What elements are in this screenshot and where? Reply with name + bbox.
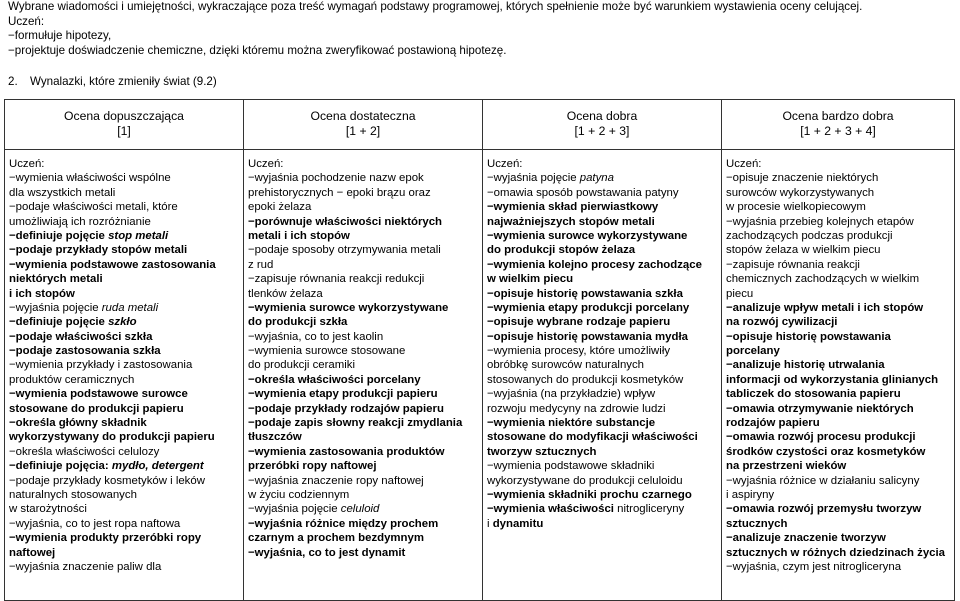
requirements-list	[726, 158, 950, 575]
requirement-line	[248, 259, 478, 273]
intro-line: −projektuje doświadczenie chemiczne, dzięki któremu można zweryfikować postawioną hipotezę.	[8, 43, 507, 57]
requirement-line	[726, 172, 950, 186]
requirement-line	[248, 302, 478, 316]
text-run: metali i ich stopów	[248, 229, 350, 242]
text-run: −wymienia surowce wykorzystywane	[487, 229, 688, 242]
text-run: tlenków żelaza	[248, 287, 323, 300]
requirement-line	[726, 201, 950, 215]
text-run: −wymienia surowce stosowane	[248, 345, 406, 358]
text-run: stosowane do produkcji papieru	[9, 402, 184, 415]
requirement-line	[248, 172, 478, 186]
requirement-line	[487, 374, 717, 388]
text-run: −porównuje właściwości niektórych	[248, 215, 443, 228]
text-run: −opisuje wybrane rodzaje papieru	[487, 316, 671, 329]
requirement-line	[248, 431, 478, 445]
requirement-line	[9, 230, 239, 244]
text-run: chemicznych zachodzących w wielkim	[726, 273, 920, 286]
text-run: celuloid	[340, 503, 380, 516]
requirement-line	[487, 403, 717, 417]
requirement-line	[9, 158, 239, 172]
requirement-line	[487, 230, 717, 244]
requirement-line	[726, 316, 950, 330]
text-run: −wyjaśnia, co to jest dynamit	[248, 546, 406, 559]
requirement-line	[9, 460, 239, 474]
text-run: w wielkim piecu	[487, 273, 574, 286]
text-run: −analizuje znaczenie tworzyw	[726, 532, 886, 545]
text-run: najważniejszych stopów metali	[487, 215, 655, 228]
text-run: stopów żelaza w wielkim piecu	[726, 244, 881, 257]
text-run: −wymienia	[487, 503, 549, 516]
text-run: −omawia rozwój procesu produkcji	[726, 431, 916, 444]
requirement-line	[726, 244, 950, 258]
text-run: właściwości	[548, 503, 618, 516]
requirement-line	[9, 403, 239, 417]
requirement-line	[248, 518, 478, 532]
column-title: Ocena bardzo dobra	[782, 109, 894, 123]
text-run: rodzajów papieru	[726, 417, 820, 430]
text-run: −wyjaśnia pochodzenie nazw epok	[248, 172, 424, 185]
text-run: w procesie wielkopiecowym	[726, 201, 866, 214]
text-run: sztucznych	[726, 517, 788, 530]
requirement-line	[487, 331, 717, 345]
requirement-line	[487, 259, 717, 273]
text-run: −omawia otrzymywanie niektórych	[726, 402, 914, 415]
column-header	[483, 100, 722, 150]
text-run: i aspiryny	[726, 488, 775, 501]
requirement-line	[9, 503, 239, 517]
requirement-line	[248, 417, 478, 431]
requirement-line	[487, 187, 717, 201]
requirement-line	[248, 244, 478, 258]
requirement-line	[248, 331, 478, 345]
text-run: −definiuje pojęcia:	[9, 460, 112, 473]
text-run: na rozwój cywilizacji	[726, 316, 838, 329]
text-run: naturalnych stosowanych	[9, 488, 137, 501]
text-run: −podaje sposoby otrzymywania metali	[248, 244, 441, 257]
text-run: patyna	[579, 172, 614, 185]
requirement-line	[726, 288, 950, 302]
requirement-line	[9, 547, 239, 561]
text-run: sztucznych w różnych dziedzinach życia	[726, 546, 946, 559]
text-run: −wyjaśnia różnice między prochem	[248, 517, 439, 530]
text-run: −wyjaśnia pojęcie	[248, 503, 341, 516]
text-run: wykorzystywany do produkcji papieru	[9, 431, 215, 444]
text-run: −określa główny składnik	[9, 417, 147, 430]
requirement-line	[248, 359, 478, 373]
requirement-line	[487, 216, 717, 230]
requirement-line	[248, 532, 478, 546]
text-run: tabliczek do stosowania papieru	[726, 388, 901, 401]
text-run: −wymienia procesy, które umożliwiły	[487, 345, 671, 358]
intro-line: Uczeń:	[8, 14, 45, 28]
text-run: tworzyw sztucznych	[487, 445, 597, 458]
requirement-line	[248, 230, 478, 244]
requirement-line	[9, 417, 239, 431]
requirement-line	[9, 244, 239, 258]
text-run: zachodzących podczas produkcji	[726, 229, 893, 242]
text-run: mydło, detergent	[111, 460, 204, 473]
text-run: stosowanych do produkcji kosmetyków	[487, 373, 684, 386]
column-range: [1 + 2 + 3 + 4]	[800, 124, 876, 139]
text-run: nitrogliceryny	[617, 503, 685, 516]
requirement-line	[726, 302, 950, 316]
requirement-line	[9, 374, 239, 388]
requirement-line	[487, 288, 717, 302]
text-run: −wymienia składniki prochu czarnego	[487, 488, 692, 501]
text-run: −wyjaśnia, czym jest nitrogliceryna	[726, 560, 902, 573]
requirement-line	[248, 187, 478, 201]
section-number: 2.	[8, 75, 18, 88]
requirement-line	[9, 331, 239, 345]
requirement-line	[487, 302, 717, 316]
text-run: czarnym a prochem bezdymnym	[248, 532, 424, 545]
text-run: −wyjaśnia znaczenie paliw dla	[9, 560, 162, 573]
requirement-line	[9, 388, 239, 402]
requirement-line	[248, 273, 478, 287]
requirement-line	[726, 345, 950, 359]
requirement-line	[9, 273, 239, 287]
text-run: Uczeń:	[9, 158, 45, 170]
text-run: Uczeń:	[487, 158, 523, 170]
text-run: −wymienia zastosowania produktów	[248, 445, 445, 458]
text-run: −zapisuje równania reakcji redukcji	[248, 273, 425, 286]
text-run: środków czystości oraz kosmetyków	[726, 445, 926, 458]
requirement-line	[9, 359, 239, 373]
text-run: −wyjaśnia, co to jest kaolin	[248, 330, 384, 343]
text-run: prehistorycznych − epoki brązu oraz	[248, 186, 431, 199]
text-run: do produkcji szkła	[248, 316, 348, 329]
requirement-line	[487, 359, 717, 373]
text-run: porcelany	[726, 345, 780, 358]
text-run: surowców wykorzystywanych	[726, 186, 875, 199]
text-run: tłuszczów	[248, 431, 302, 444]
text-run: −zapisuje równania reakcji	[726, 258, 860, 271]
requirement-line	[726, 446, 950, 460]
text-run: −analizuje historię utrwalania	[726, 359, 885, 372]
requirement-line	[487, 388, 717, 402]
requirement-line	[248, 489, 478, 503]
grade-cell	[5, 150, 244, 601]
column-range: [1 + 2 + 3]	[574, 124, 630, 139]
text-run: −podaje zastosowania szkła	[9, 345, 161, 358]
text-run: −definiuje pojęcie	[9, 316, 109, 329]
requirement-line	[248, 547, 478, 561]
requirement-line	[726, 475, 950, 489]
text-run: −podaje właściwości szkła	[9, 330, 153, 343]
text-run: stosowane do modyfikacji właściwości	[487, 431, 698, 444]
requirement-line	[248, 374, 478, 388]
text-run: −wymienia właściwości wspólne	[9, 172, 171, 185]
requirement-line	[726, 503, 950, 517]
requirement-line	[726, 547, 950, 561]
text-run: w starożytności	[9, 503, 87, 516]
column-title: Ocena dobra	[566, 109, 638, 123]
text-run: przeróbki ropy naftowej	[248, 460, 377, 473]
requirement-line	[726, 417, 950, 431]
column-title: Ocena dopuszczająca	[64, 109, 184, 123]
text-run: −wymienia przykłady i zastosowania	[9, 359, 193, 372]
requirement-line	[726, 230, 950, 244]
text-run: −wyjaśnia pojęcie	[487, 172, 580, 185]
requirement-line	[726, 187, 950, 201]
requirement-line	[726, 259, 950, 273]
section-heading	[8, 75, 948, 89]
grade-cell	[244, 150, 483, 601]
requirement-line	[9, 561, 239, 575]
requirement-line	[248, 288, 478, 302]
text-run: −wymienia etapy produkcji porcelany	[487, 301, 690, 314]
section-title: Wynalazki, które zmieniły świat (9.2)	[30, 75, 217, 88]
requirement-line	[248, 158, 478, 172]
requirement-line	[9, 302, 239, 316]
text-run: na przestrzeni wieków	[726, 460, 847, 473]
grade-cell	[722, 150, 955, 601]
column-header	[5, 100, 244, 150]
text-run: −wymienia etapy produkcji papieru	[248, 388, 438, 401]
requirement-line	[487, 503, 717, 517]
requirement-line	[487, 431, 717, 445]
requirement-line	[487, 273, 717, 287]
intro-line: Wybrane wiadomości i umiejętności, wykraczające poza treść wymagań podstawy programowej, których spełnienie może być warunkiem wystawienia oceny celującej.	[8, 0, 863, 13]
intro-line: −formułuje hipotezy,	[8, 29, 112, 42]
requirement-line	[726, 216, 950, 230]
text-run: −definiuje pojęcie	[9, 229, 109, 242]
text-run: −wyjaśnia, co to jest ropa naftowa	[9, 517, 181, 530]
column-header	[722, 100, 955, 150]
text-run: Uczeń:	[248, 158, 284, 170]
requirement-line	[248, 316, 478, 330]
text-run: ruda metali	[101, 301, 159, 314]
text-run: −podaje zapis słowny reakcji zmydlania	[248, 417, 463, 430]
text-run: rozwoju medycyny na zdrowie ludzi	[487, 402, 666, 415]
text-run: −wymienia niektóre substancje	[487, 417, 656, 430]
requirement-line	[726, 489, 950, 503]
requirement-line	[487, 316, 717, 330]
text-run: w życiu codziennym	[248, 488, 350, 501]
requirement-line	[726, 158, 950, 172]
text-run: niektórych metali	[9, 273, 103, 286]
requirement-line	[248, 403, 478, 417]
text-run: wykorzystywane do produkcji celuloidu	[487, 474, 683, 487]
text-run: obróbkę surowców naturalnych	[487, 359, 645, 372]
text-run: −opisuje historię powstawania	[726, 330, 891, 343]
header-row	[5, 100, 955, 150]
requirement-line	[248, 460, 478, 474]
requirement-line	[726, 561, 950, 575]
text-run: −wymienia podstawowe składniki	[487, 460, 655, 473]
requirement-line	[487, 417, 717, 431]
requirement-line	[487, 475, 717, 489]
content-row	[5, 150, 955, 601]
requirement-line	[487, 244, 717, 258]
requirement-line	[487, 518, 717, 532]
text-run: epoki żelaza	[248, 201, 312, 214]
text-run: do produkcji stopów żelaza	[487, 244, 636, 257]
text-run: −określa właściwości celulozy	[9, 445, 160, 458]
requirement-line	[248, 216, 478, 230]
column-range: [1]	[117, 124, 131, 139]
requirement-line	[726, 403, 950, 417]
text-run: −wymienia skład pierwiastkowy	[487, 201, 659, 214]
requirement-line	[726, 273, 950, 287]
requirement-line	[9, 288, 239, 302]
text-run: −opisuje znaczenie niektórych	[726, 172, 879, 185]
requirement-line	[9, 431, 239, 445]
text-run: i	[487, 517, 493, 530]
requirement-line	[9, 216, 239, 230]
text-run: −wymienia podstawowe surowce	[9, 388, 188, 401]
requirement-line	[9, 475, 239, 489]
requirement-line	[9, 446, 239, 460]
text-run: umożliwiają ich rozróżnianie	[9, 215, 151, 228]
text-run: −wymienia podstawowe zastosowania	[9, 258, 216, 271]
requirement-line	[248, 201, 478, 215]
column-header	[244, 100, 483, 150]
text-run: −wyjaśnia znaczenie ropy naftowej	[248, 474, 424, 487]
text-run: −wymienia produkty przeróbki ropy	[9, 532, 202, 545]
requirement-line	[248, 345, 478, 359]
requirement-line	[9, 201, 239, 215]
text-run: szkło	[108, 316, 137, 329]
text-run: naftowej	[9, 546, 56, 559]
text-run: z rud	[248, 258, 274, 271]
text-run: −omawia rozwój przemysłu tworzyw	[726, 503, 922, 516]
requirement-line	[487, 172, 717, 186]
requirement-line	[9, 489, 239, 503]
requirement-line	[9, 172, 239, 186]
requirement-line	[248, 388, 478, 402]
requirement-line	[726, 460, 950, 474]
text-run: −wyjaśnia różnice w działaniu salicyny	[726, 474, 920, 487]
text-run: i ich stopów	[9, 287, 75, 300]
requirement-line	[9, 259, 239, 273]
requirements-list	[248, 158, 478, 561]
requirement-line	[9, 345, 239, 359]
text-run: −określa właściwości porcelany	[248, 373, 421, 386]
requirement-line	[487, 158, 717, 172]
requirement-line	[487, 460, 717, 474]
text-run: −podaje właściwości metali, które	[9, 201, 178, 214]
text-run: −podaje przykłady kosmetyków i leków	[9, 474, 205, 487]
requirement-line	[726, 431, 950, 445]
requirement-line	[487, 446, 717, 460]
text-run: stop metali	[108, 229, 169, 242]
text-run: informacji od wykorzystania glinianych	[726, 373, 939, 386]
column-range: [1 + 2]	[345, 124, 381, 139]
column-title: Ocena dostateczna	[310, 109, 416, 123]
text-run: dynamitu	[492, 517, 544, 530]
text-run: −podaje przykłady stopów metali	[9, 244, 188, 257]
text-run: −wyjaśnia (na przykładzie) wpływ	[487, 388, 656, 401]
requirement-line	[9, 518, 239, 532]
text-run: −wyjaśnia pojęcie	[9, 301, 102, 314]
grade-cell	[483, 150, 722, 601]
requirement-line	[248, 503, 478, 517]
requirement-line	[487, 201, 717, 215]
intro-block	[8, 0, 953, 58]
text-run: produktów ceramicznych	[9, 373, 135, 386]
requirement-line	[726, 359, 950, 373]
text-run: −opisuje historię powstawania szkła	[487, 287, 683, 300]
requirement-line	[726, 331, 950, 345]
requirement-line	[726, 532, 950, 546]
text-run: −podaje przykłady rodzajów papieru	[248, 402, 444, 415]
requirements-list	[487, 158, 717, 532]
text-run: −omawia sposób powstawania patyny	[487, 186, 679, 199]
requirement-line	[9, 532, 239, 546]
text-run: −opisuje historię powstawania mydła	[487, 330, 688, 343]
text-run: −wyjaśnia przebieg kolejnych etapów	[726, 215, 914, 228]
grading-table	[4, 99, 955, 601]
requirement-line	[248, 475, 478, 489]
requirement-line	[726, 388, 950, 402]
text-run: dla wszystkich metali	[9, 186, 116, 199]
requirement-line	[726, 518, 950, 532]
text-run: piecu	[726, 287, 754, 300]
requirement-line	[726, 374, 950, 388]
text-run: do produkcji ceramiki	[248, 359, 355, 372]
text-run: −analizuje wpływ metali i ich stopów	[726, 301, 924, 314]
requirement-line	[9, 316, 239, 330]
requirement-line	[487, 345, 717, 359]
text-run: −wymienia kolejno procesy zachodzące	[487, 258, 702, 271]
requirement-line	[9, 187, 239, 201]
text-run: Uczeń:	[726, 158, 762, 170]
requirements-list	[9, 158, 239, 575]
requirement-line	[248, 446, 478, 460]
text-run: −wymienia surowce wykorzystywane	[248, 301, 449, 314]
requirement-line	[487, 489, 717, 503]
